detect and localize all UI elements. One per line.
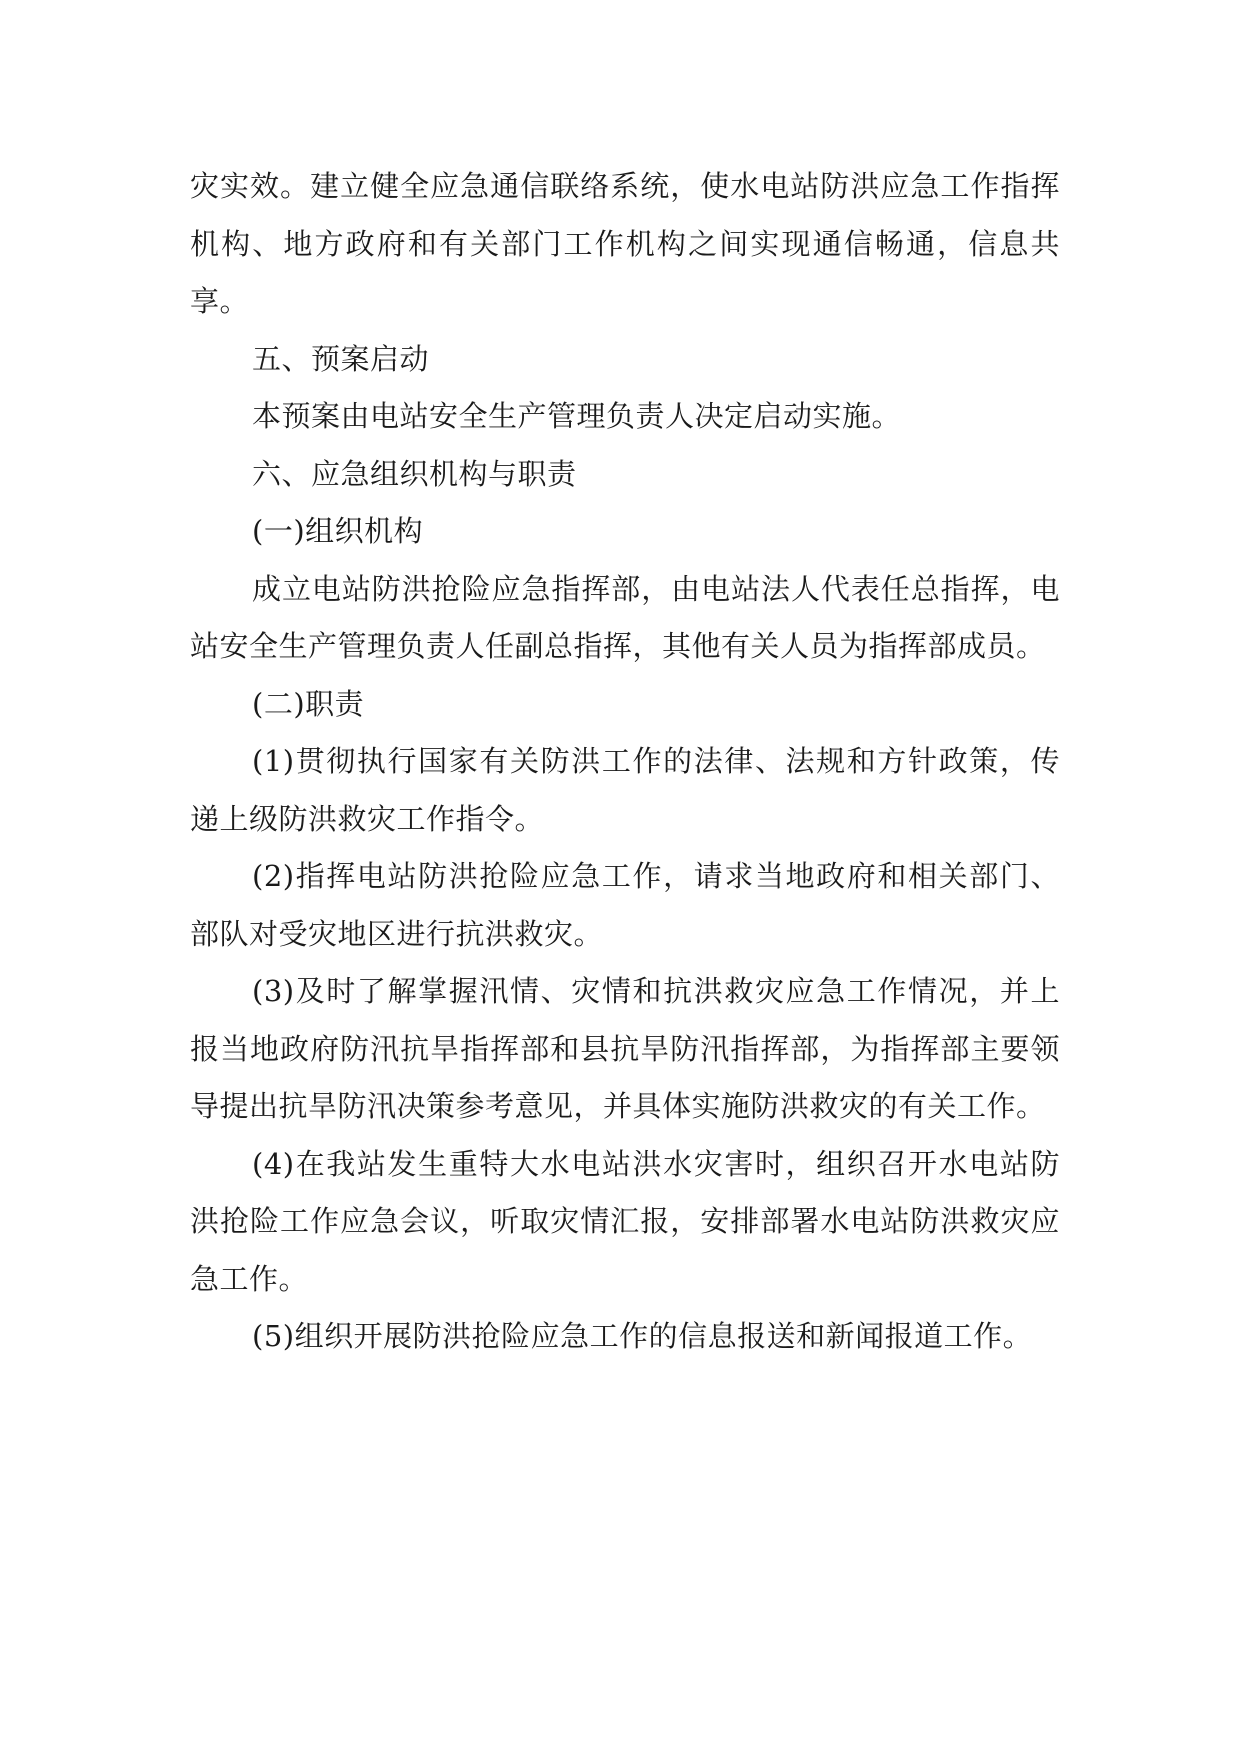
section-heading-5: 五、预案启动 [252, 341, 430, 376]
body-paragraph: 灾实效。建立健全应急通信联络系统，使水电站防洪应急工作指挥机构、地方政府和有关部门工作机构之间实现通信畅通，信息共享。 [190, 169, 1060, 318]
body-paragraph: 成立电站防洪抢险应急指挥部，由电站法人代表任总指挥，电站安全生产管理负责人任副总指挥，其他有关人员为指挥部成员。 [190, 571, 1060, 663]
list-item: (1)贯彻执行国家有关防洪工作的法律、法规和方针政策，传递上级防洪救灾工作指令。 [190, 744, 1060, 836]
list-item: (4)在我站发生重特大水电站洪水灾害时，组织召开水电站防洪抢险工作应急会议，听取灾情汇报，安排部署水电站防洪救灾应急工作。 [190, 1146, 1060, 1296]
subsection-heading-1: (一)组织机构 [252, 514, 424, 548]
list-item: (2)指挥电站防洪抢险应急工作，请求当地政府和相关部门、部队对受灾地区进行抗洪救灾。 [190, 859, 1060, 951]
subsection-heading-2: (二)职责 [252, 686, 365, 721]
list-item: (3)及时了解掌握汛情、灾情和抗洪救灾应急工作情况，并上报当地政府防汛抗旱指挥部和县抗旱防汛指挥部，为指挥部主要领导提出抗旱防汛决策参考意见，并具体实施防洪救灾的有关工作。 [190, 974, 1060, 1123]
document-body [190, 158, 1060, 1366]
list-item: (5)组织开展防洪抢险应急工作的信息报送和新闻报道工作。 [252, 1319, 1033, 1353]
body-paragraph: 本预案由电站安全生产管理负责人决定启动实施。 [252, 399, 902, 433]
section-heading-6: 六、应急组织机构与职责 [252, 456, 577, 491]
